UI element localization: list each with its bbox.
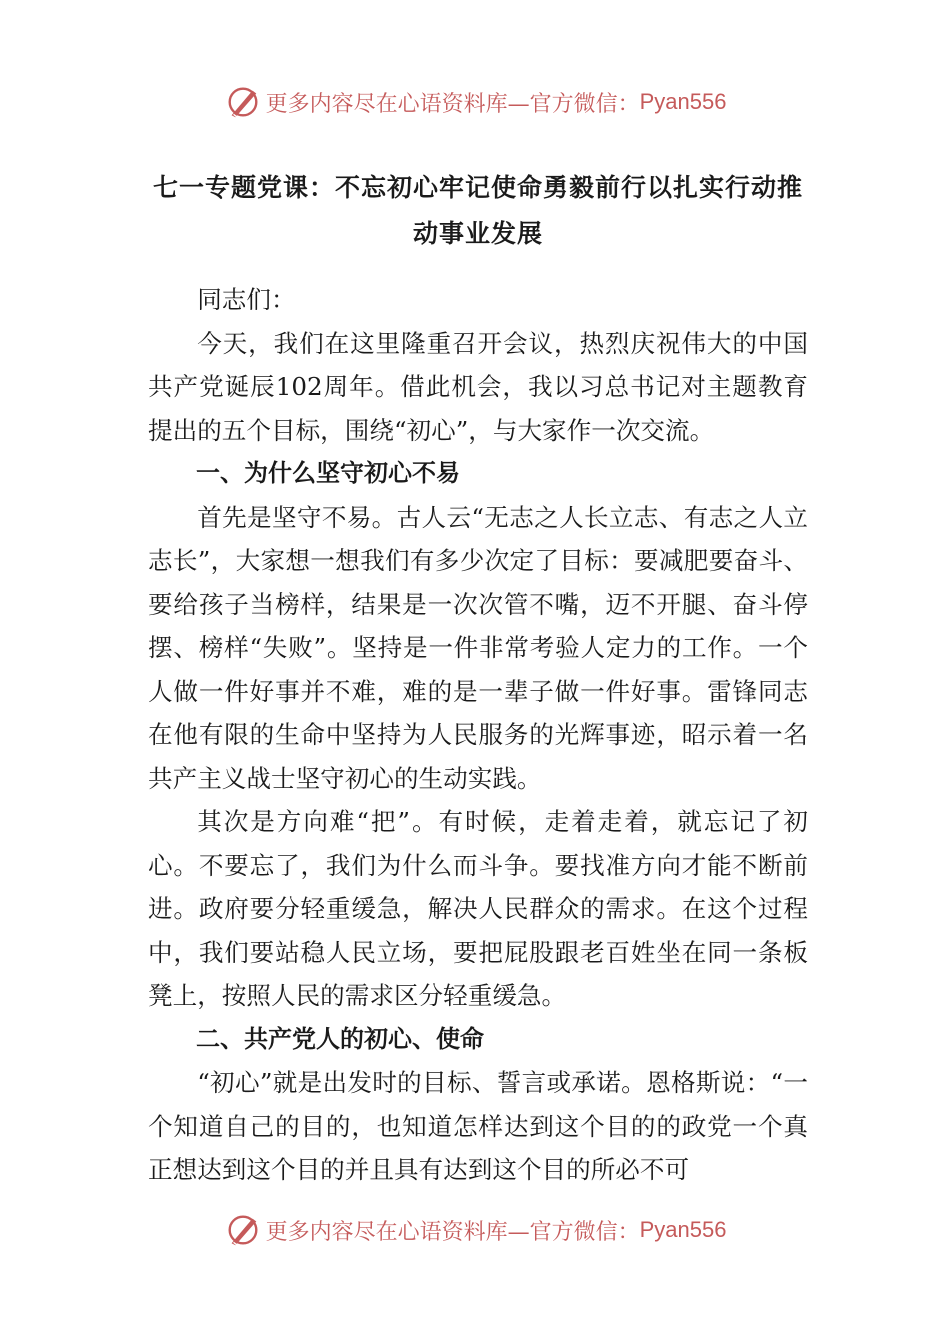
watermark-text: 更多内容尽在心语资料库—官方微信： xyxy=(265,91,640,117)
paragraph: 今天，我们在这里隆重召开会议，热烈庆祝伟大的中国共产党诞辰102周年。借此机会，我以习总书记对主题教育提出的五个目标，围绕“初心”，与大家作一次交流。 xyxy=(148,328,808,445)
watermark-header xyxy=(0,80,950,124)
watermark-brand: Pyan556 xyxy=(639,89,727,114)
paragraph: “初心”就是出发时的目标、誓言或承诺。恩格斯说：“一个知道自己的目的，也知道怎样达到这个目的的政党一个真正想达到这个目的并且具有达到这个目的所必不可 xyxy=(148,1068,808,1184)
paragraph: 首先是坚守不易。古人云“无志之人长立志、有志之人立志长”，大家想一想我们有多少次定了目标：要减肥要奋斗、要给孩子当榜样，结果是一次次管不嘴，迈不开腿、奋斗停摆、榜样“失败”。坚持是一件非常考验人定力的工作。一个人做一件好事并不难，难的是一辈子做一件好事。雷锋同志在他有限的生命中坚持为人民服务的光辉事迹，昭示着一名共产主义战士坚守初心的生动实践。 xyxy=(148,502,808,793)
paragraph: 其次是方向难“把”。有时候，走着走着，就忘记了初心。不要忘了，我们为什么而斗争。要找准方向才能不断前进。政府要分轻重缓急，解决人民群众的需求。在这个过程中，我们要站稳人民立场，要把屁股跟老百姓坐在同一条板凳上，按照人民的需求区分轻重缓急。 xyxy=(148,807,808,1010)
document-title: 七一专题党课：不忘初心牢记使命勇毅前行以扎实行动推动事业发展 xyxy=(152,173,803,248)
watermark-footer xyxy=(0,1208,950,1252)
watermark-text: 更多内容尽在心语资料库—官方微信： xyxy=(265,1219,640,1245)
pen-logo-icon xyxy=(224,83,262,121)
watermark-brand: Pyan556 xyxy=(639,1217,727,1242)
section-heading: 一、为什么坚守初心不易 xyxy=(196,459,460,487)
paragraph: 同志们： xyxy=(197,285,296,314)
section-heading: 二、共产党人的初心、使命 xyxy=(196,1024,484,1053)
document-body xyxy=(148,278,808,1192)
pen-logo-icon xyxy=(224,1211,262,1249)
